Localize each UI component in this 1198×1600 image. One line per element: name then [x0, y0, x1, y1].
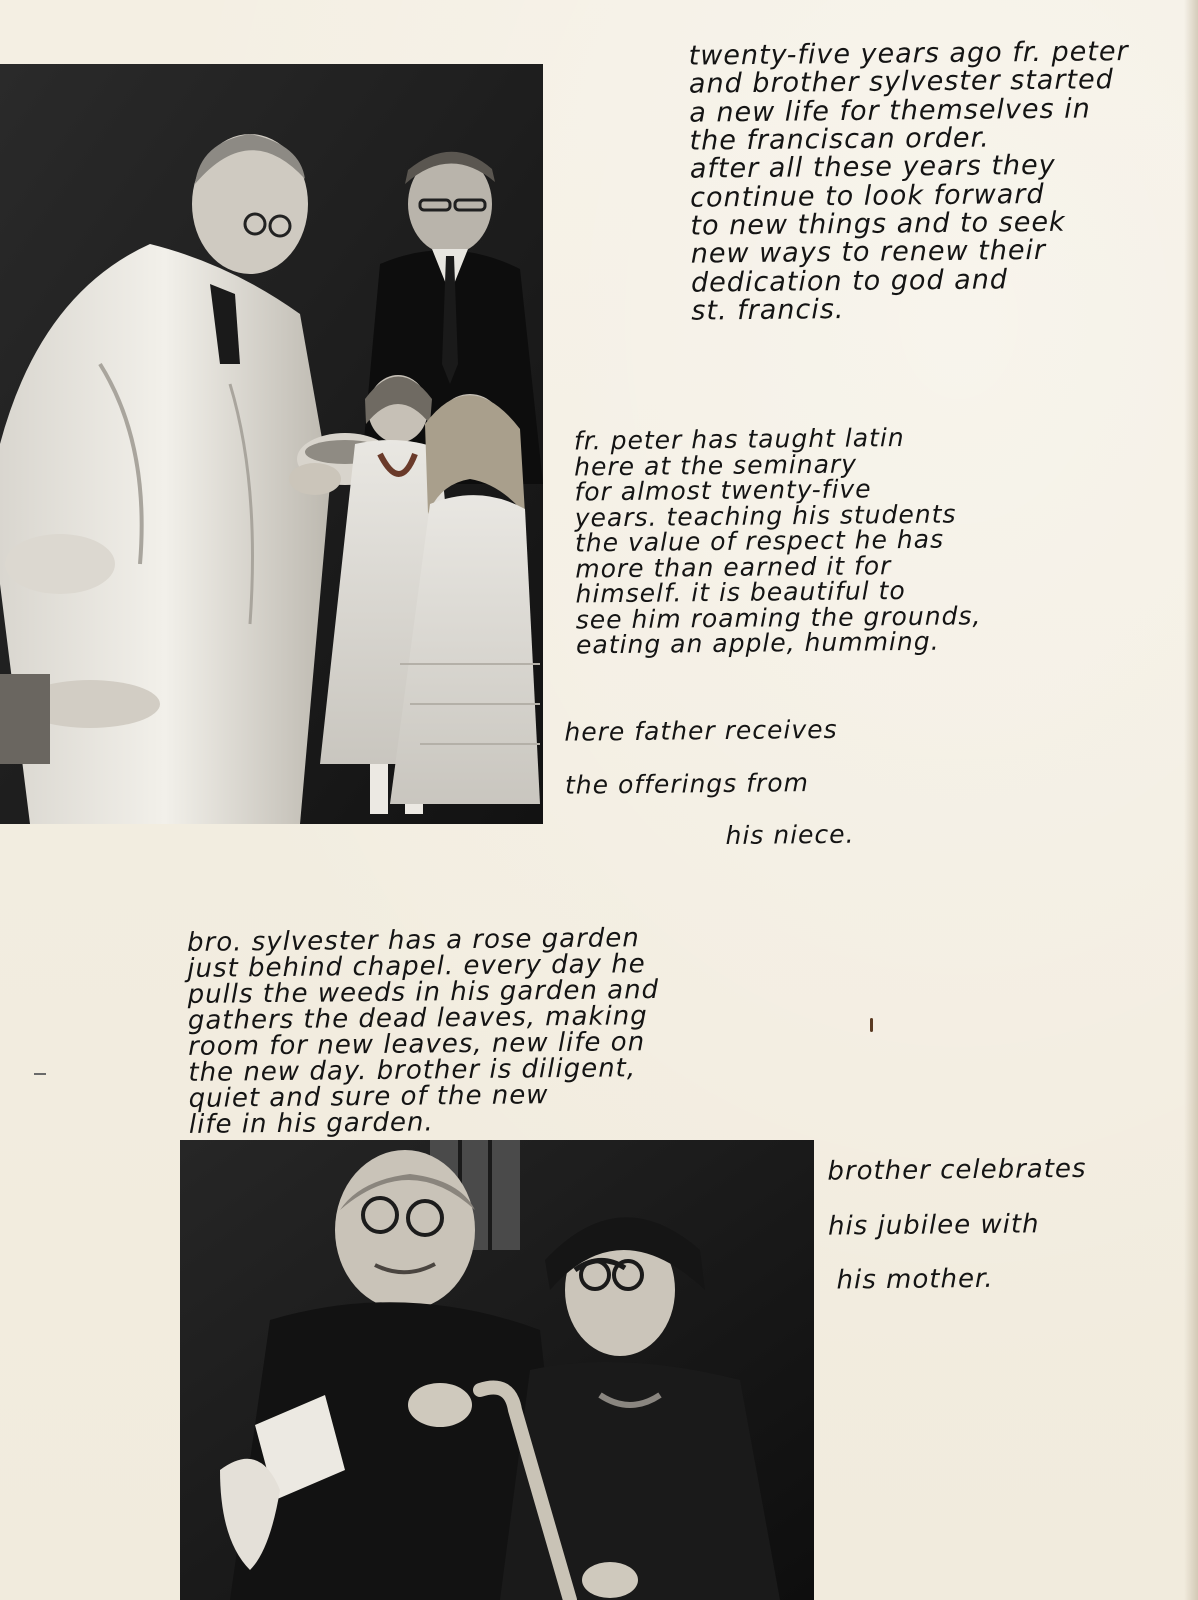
photo-priest-offerings-image — [0, 64, 543, 824]
photo-brother-mother — [180, 1140, 814, 1600]
caption-offerings-line-2: the offerings from — [564, 767, 810, 800]
caption-offerings-line-3: his niece. — [725, 819, 855, 851]
caption-jubilee-line-3: his mother. — [836, 1264, 994, 1296]
caption-offerings — [564, 690, 886, 877]
caption-jubilee-line-1: brother celebrates — [827, 1154, 1087, 1187]
ink-speck — [870, 1018, 873, 1032]
caption-anniversary: twenty-five years ago fr. peter and brother sylvester started a new life for themselves in the franciscan order. after all these years they continue to look forward to new things and to seek new ways to renew their dedication to god and st. francis. — [688, 36, 1129, 327]
photo-brother-mother-image — [180, 1140, 814, 1600]
caption-offerings-line-1: here father receives — [564, 715, 838, 747]
caption-rose-garden: bro. sylvester has a rose garden just behind chapel. every day he pulls the weeds in his garden and gathers the dead leaves, making room for new leaves, new life on the new day. brother is diligent, quiet and sure of the new life in his garden. — [186, 923, 660, 1140]
caption-jubilee-line-2: his jubilee with — [827, 1209, 1040, 1242]
caption-fr-peter-latin: fr. peter has taught latin here at the seminary for almost twenty-five years. teaching his students the value of respect he has more than earned it for himself. it is beautiful to see him roaming the grounds, eating an apple, humming. — [573, 423, 982, 660]
margin-mark — [34, 1073, 46, 1075]
caption-jubilee-mother — [827, 1128, 1129, 1322]
photo-priest-offerings — [0, 64, 543, 824]
